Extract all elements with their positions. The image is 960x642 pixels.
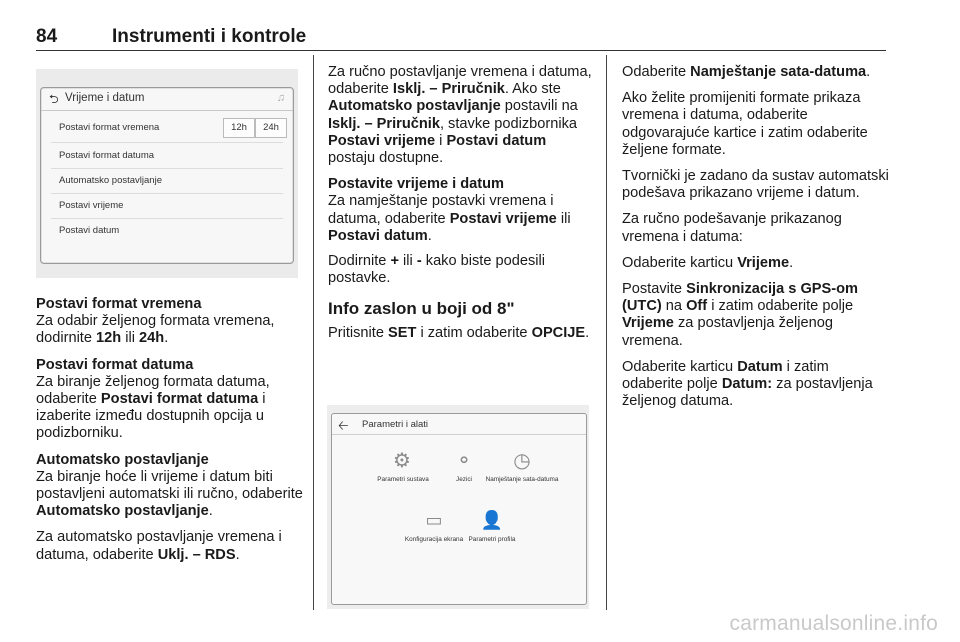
paragraph: Postavite vrijeme i datum Za namještanje postavki vremena i datuma, odaberite Postavi vrijeme ili Postavi datum. (328, 176, 571, 244)
paragraph: Ako želite promijeniti formate prikaza vremena i datuma, odaberite odgovarajuće kartice i zatim odaberite željene formate. (622, 90, 868, 158)
page-title: Instrumenti i kontrole (112, 26, 307, 47)
column-3 (622, 64, 890, 419)
watermark: carmanualsonline.info (729, 612, 938, 635)
back-arrow-icon: 🡠 (338, 418, 349, 433)
section-title: Info zaslon u boji od 8" (328, 299, 515, 319)
section-heading: Postavite vrijeme i datum (328, 176, 505, 193)
clock-calendar-icon: ◷ (513, 450, 531, 472)
back-arrow-icon: ⮌ (49, 92, 59, 106)
paragraph: Tvornički je zadano da sustav automatski podešava prikazano vrijeme i datum. (622, 168, 889, 202)
paragraph: Za automatsko postavljanje vremena i datuma, odaberite Uklj. – RDS. (36, 529, 282, 563)
paragraph: Postavi format datuma Za biranje željenog formata datuma, odaberite Postavi format datuma i izaberite između dostupnih opcija u podizborniku. (36, 356, 270, 442)
icon-label: Namještanje sata-datuma (485, 476, 559, 483)
paragraph: Postavi format vremena Za odabir željenog formata vremena, dodirnite 12h ili 24h. (36, 296, 275, 347)
column-2 (328, 64, 596, 352)
menu-item-set-time: Postavi vrijeme (59, 200, 124, 211)
icon-label: Parametri profila (468, 536, 516, 543)
paragraph: Odaberite Namještanje sata-datuma. (622, 64, 871, 80)
menu-divider (51, 218, 283, 219)
settings-panel (331, 413, 587, 605)
column-divider (313, 55, 314, 610)
page-number: 84 (36, 26, 58, 47)
screenshot-settings-menu (327, 405, 589, 609)
profile-icon: 👤 (480, 510, 504, 530)
icon-label: Konfiguracija ekrana (404, 536, 464, 543)
menu-title: Vrijeme i datum (65, 92, 145, 104)
menu-item-set-date: Postavi datum (59, 225, 120, 236)
page-header (36, 26, 886, 52)
paragraph: Odaberite karticu Datum i zatim odaberite polje Datum: za postavljenja željenog datuma. (622, 358, 873, 410)
paragraph: Automatsko postavljanje Za biranje hoće li vrijeme i datum biti postavljeni automatski ili ručno, odaberite Automatsko postavljanje. (36, 451, 303, 520)
music-note-icon: ♫ (276, 92, 285, 104)
paragraph: Dodirnite + ili - kako biste podesili postavke. (328, 253, 546, 287)
settings-title: Parametri i alati (362, 419, 428, 430)
menu-divider (51, 193, 283, 194)
section-heading: Postavi format vremena (36, 296, 202, 312)
section-heading: Postavi format datuma (36, 356, 194, 373)
menu-divider (51, 142, 283, 143)
menu-item-date-format: Postavi format datuma (59, 150, 155, 161)
screenshot-time-date-menu (36, 69, 298, 278)
paragraph: Za ručno postavljanje vremena i datuma, odaberite Isklj. – Priručnik. Ako ste Automatsko postavljanje postavili na Isklj. – Priručnik, stavke podizbornika Postavi vrijeme i Postavi datum postaju dostupne. (328, 64, 592, 167)
menu-panel (40, 87, 294, 264)
header-rule (36, 50, 886, 51)
paragraph: Odaberite karticu Vrijeme. (622, 254, 794, 271)
icon-label: Parametri sustava (377, 476, 429, 483)
column-1 (36, 296, 306, 573)
screen-icon: ▭ (425, 510, 443, 530)
menu-title-separator (41, 110, 293, 111)
section-heading: Automatsko postavljanje (36, 451, 209, 468)
paragraph: Za ručno podešavanje prikazanog vremena i datuma: (622, 211, 842, 245)
menu-item-auto-set: Automatsko postavljanje (59, 175, 162, 186)
icon-label: Jezici (456, 476, 472, 483)
language-icon: ⚬ (455, 450, 473, 472)
paragraph: Pritisnite SET i zatim odaberite OPCIJE. (328, 325, 590, 342)
btn-24h: 24h (255, 118, 287, 138)
settings-title-separator (332, 434, 586, 435)
paragraph: Postavite Sinkronizacija s GPS-om (UTC) na Off i zatim odaberite polje Vrijeme za postavljenja željenog vremena. (622, 281, 859, 349)
menu-divider (51, 168, 283, 169)
gear-icon: ⚙ (393, 450, 411, 472)
column-divider (606, 55, 607, 610)
menu-item-time-format: Postavi format vremena (59, 122, 160, 133)
btn-12h: 12h (223, 118, 255, 138)
